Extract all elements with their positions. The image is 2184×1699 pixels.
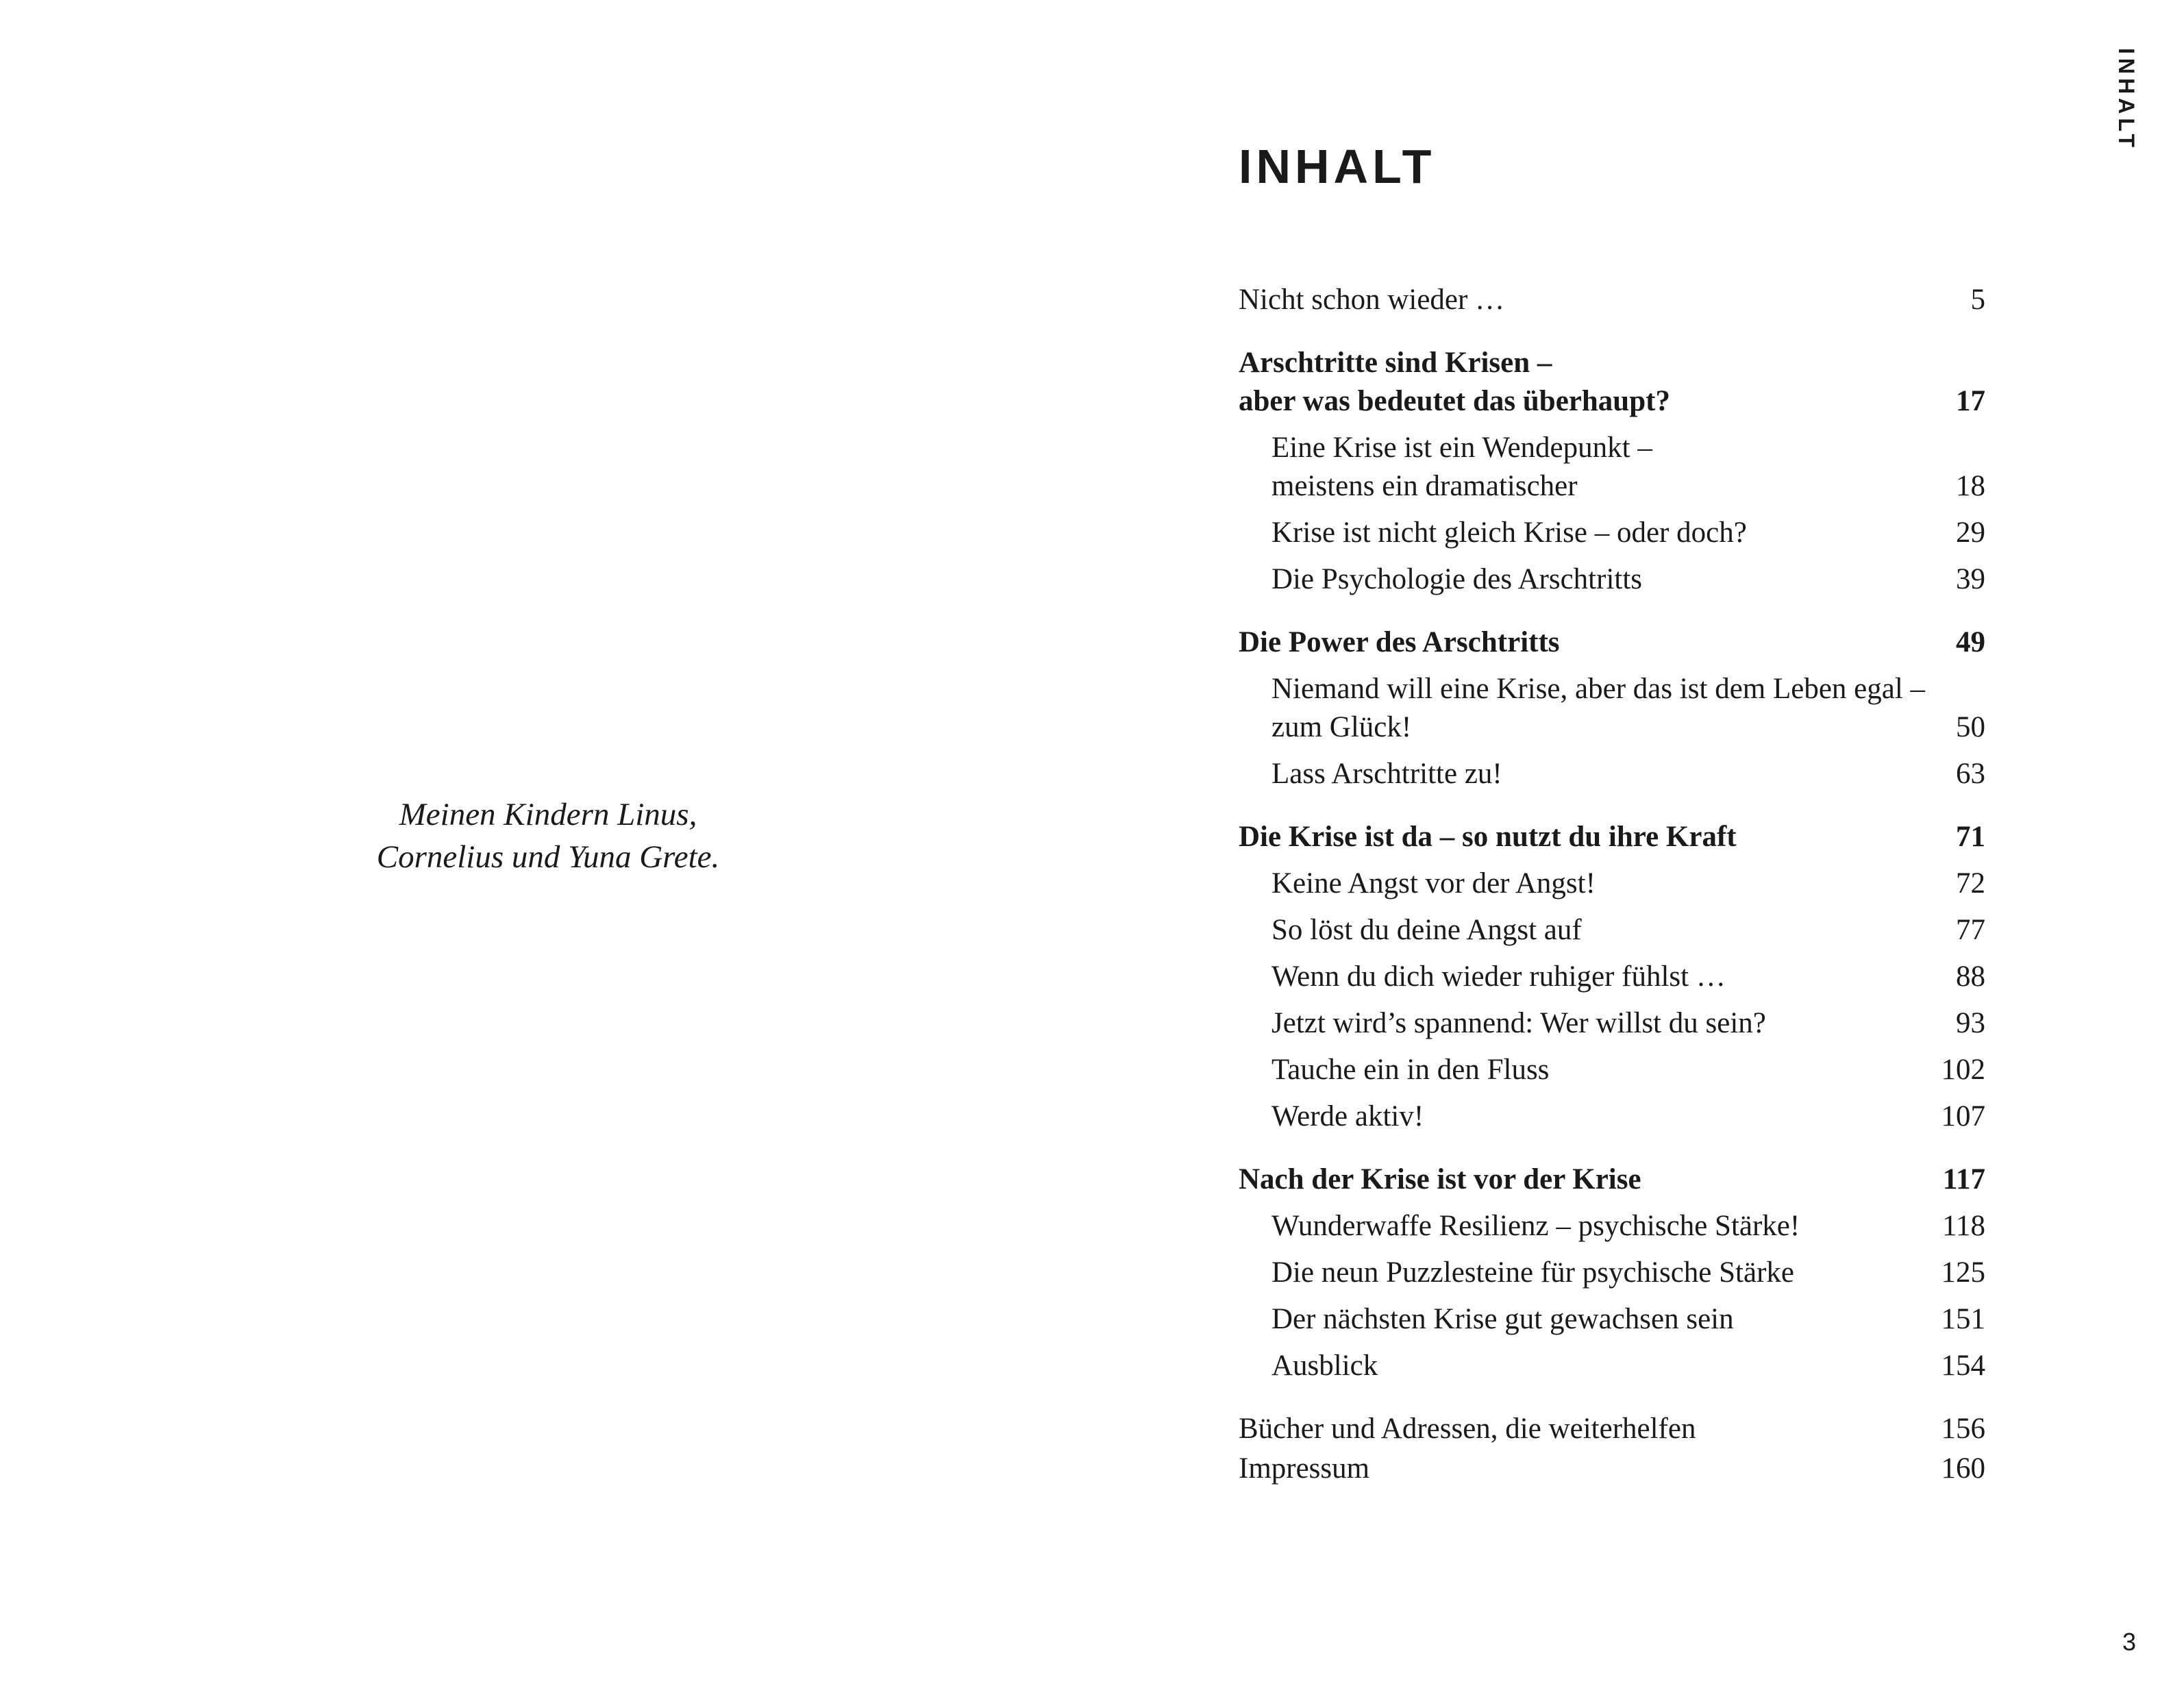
toc-entry-title-line: Impressum: [1239, 1452, 1370, 1485]
toc-entry-title: [1271, 560, 1642, 599]
toc-entry-title-line: Jetzt wird’s spannend: Wer willst du sein?: [1271, 1007, 1766, 1039]
toc-entry-title: [1239, 1450, 1369, 1488]
toc-entry-title: [1271, 670, 1925, 747]
toc-entry-title: [1271, 1207, 1800, 1245]
toc-entry-page: 17: [1956, 385, 1985, 417]
toc-entry-page: 125: [1941, 1256, 1985, 1289]
toc-entry-page: 156: [1941, 1413, 1985, 1445]
toc-entry-title-line: Krise ist nicht gleich Krise – oder doch?: [1271, 517, 1747, 549]
toc-entry-title: [1271, 958, 1726, 996]
toc-entry-page: 63: [1956, 758, 1985, 790]
toc-entry-title-line: Keine Angst vor der Angst!: [1271, 867, 1596, 900]
toc-entry-title: [1271, 429, 1652, 506]
toc-entry-title-line: So löst du deine Angst auf: [1271, 914, 1582, 946]
toc-entry-title: [1239, 818, 1737, 856]
toc-entry: [1239, 1254, 1985, 1292]
toc-entry-title-line: Lass Arschtritte zu!: [1271, 758, 1502, 790]
toc-entry-title: [1271, 1004, 1766, 1043]
toc-entry-title-line: zum Glück!: [1271, 711, 1412, 743]
toc-entry-title: [1271, 755, 1502, 793]
toc-entry-title: [1271, 1051, 1549, 1089]
toc-entry-page: 93: [1956, 1007, 1985, 1039]
toc-entry-title-line: Eine Krise ist ein Wendepunkt –: [1271, 432, 1652, 464]
toc-entry-title: [1271, 514, 1747, 552]
toc-entry: [1239, 670, 1985, 747]
toc-entry-title: [1271, 911, 1582, 950]
toc-entry-page: 107: [1941, 1100, 1985, 1132]
toc-entry-page: 102: [1941, 1054, 1985, 1086]
toc-entry: [1239, 1051, 1985, 1089]
toc-entry: [1239, 514, 1985, 552]
toc-entry-title-line: Bücher und Adressen, die weiterhelfen: [1239, 1413, 1696, 1445]
toc-entry: [1239, 623, 1985, 662]
toc-entry-title: [1271, 1097, 1424, 1136]
toc-entry: [1239, 1097, 1985, 1136]
toc-entry-title: [1239, 623, 1560, 662]
toc-entry-page: 88: [1956, 960, 1985, 993]
toc-entry-page: 118: [1942, 1210, 1985, 1242]
toc-entry-title-line: Die neun Puzzlesteine für psychische Stärke: [1271, 1256, 1794, 1289]
toc-entry-title: [1271, 1254, 1794, 1292]
table-of-contents: [1239, 281, 1985, 1496]
toc-entry-title-line: Wenn du dich wieder ruhiger fühlst …: [1271, 960, 1726, 993]
toc-entry-title: [1271, 1300, 1734, 1339]
toc-entry-page: 18: [1956, 470, 1985, 502]
toc-entry-title: [1239, 1161, 1641, 1199]
toc-entry-title: [1271, 865, 1596, 903]
toc-entry-title: [1239, 281, 1504, 319]
toc-entry-page: 154: [1941, 1350, 1985, 1382]
toc-entry-title-line: Nicht schon wieder …: [1239, 284, 1505, 316]
toc-entry: [1239, 958, 1985, 996]
toc-entry-page: 39: [1956, 563, 1985, 595]
toc-entry-page: 29: [1956, 517, 1985, 549]
toc-entry-title-line: Die Psychologie des Arschtritts: [1271, 563, 1643, 595]
toc-entry-title-line: Die Krise ist da – so nutzt du ihre Kraft: [1239, 821, 1737, 853]
toc-entry: [1239, 1004, 1985, 1043]
toc-entry-page: 71: [1956, 821, 1985, 853]
toc-entry-title-line: Werde aktiv!: [1271, 1100, 1424, 1132]
toc-entry-page: 50: [1956, 711, 1985, 743]
toc-entry-title: [1239, 1410, 1696, 1448]
toc-entry-title: [1271, 1347, 1378, 1385]
toc-entry-title-line: Nach der Krise ist vor der Krise: [1239, 1163, 1641, 1195]
running-head: INHALT: [2114, 48, 2139, 151]
toc-entry-title-line: Wunderwaffe Resilienz – psychische Stärke!: [1271, 1210, 1800, 1242]
toc-entry: [1239, 865, 1985, 903]
toc-entry-page: 49: [1956, 626, 1985, 658]
toc-entry: [1239, 755, 1985, 793]
toc-entry: [1239, 1300, 1985, 1339]
dedication-line-1: Meinen Kindern Linus,: [399, 797, 697, 832]
toc-entry: [1239, 1450, 1985, 1488]
toc-entry-title-line: Tauche ein in den Fluss: [1271, 1054, 1550, 1086]
toc-entry: [1239, 560, 1985, 599]
toc-entry: [1239, 281, 1985, 319]
toc-entry: [1239, 344, 1985, 421]
toc-entry-title-line: Der nächsten Krise gut gewachsen sein: [1271, 1303, 1734, 1335]
toc-entry-title-line: aber was bedeutet das überhaupt?: [1239, 385, 1670, 417]
toc-entry: [1239, 1207, 1985, 1245]
toc-entry-title-line: Niemand will eine Krise, aber das ist dem Leben egal –: [1271, 673, 1926, 705]
toc-entry-page: 77: [1956, 914, 1985, 946]
toc-entry: [1239, 429, 1985, 506]
toc-entry-page: 117: [1942, 1163, 1985, 1195]
toc-entry-page: 151: [1941, 1303, 1985, 1335]
toc-entry-title-line: Arschtritte sind Krisen –: [1239, 347, 1552, 379]
toc-entry-page: 5: [1970, 284, 1985, 316]
toc-entry-title-line: Die Power des Arschtritts: [1239, 626, 1560, 658]
toc-entry: [1239, 818, 1985, 856]
dedication: [274, 793, 822, 878]
toc-entry-page: 72: [1956, 867, 1985, 900]
toc-entry: [1239, 1347, 1985, 1385]
toc-entry-title-line: meistens ein dramatischer: [1271, 470, 1578, 502]
dedication-line-2: Cornelius und Yuna Grete.: [376, 839, 720, 875]
page-number: 3: [2122, 1628, 2137, 1656]
toc-entry: [1239, 911, 1985, 950]
toc-entry-title: [1239, 344, 1670, 421]
toc-entry-title-line: Ausblick: [1271, 1350, 1378, 1382]
page-title: INHALT: [1239, 140, 1436, 193]
toc-entry-page: 160: [1941, 1452, 1985, 1485]
toc-entry: [1239, 1410, 1985, 1448]
toc-entry: [1239, 1161, 1985, 1199]
